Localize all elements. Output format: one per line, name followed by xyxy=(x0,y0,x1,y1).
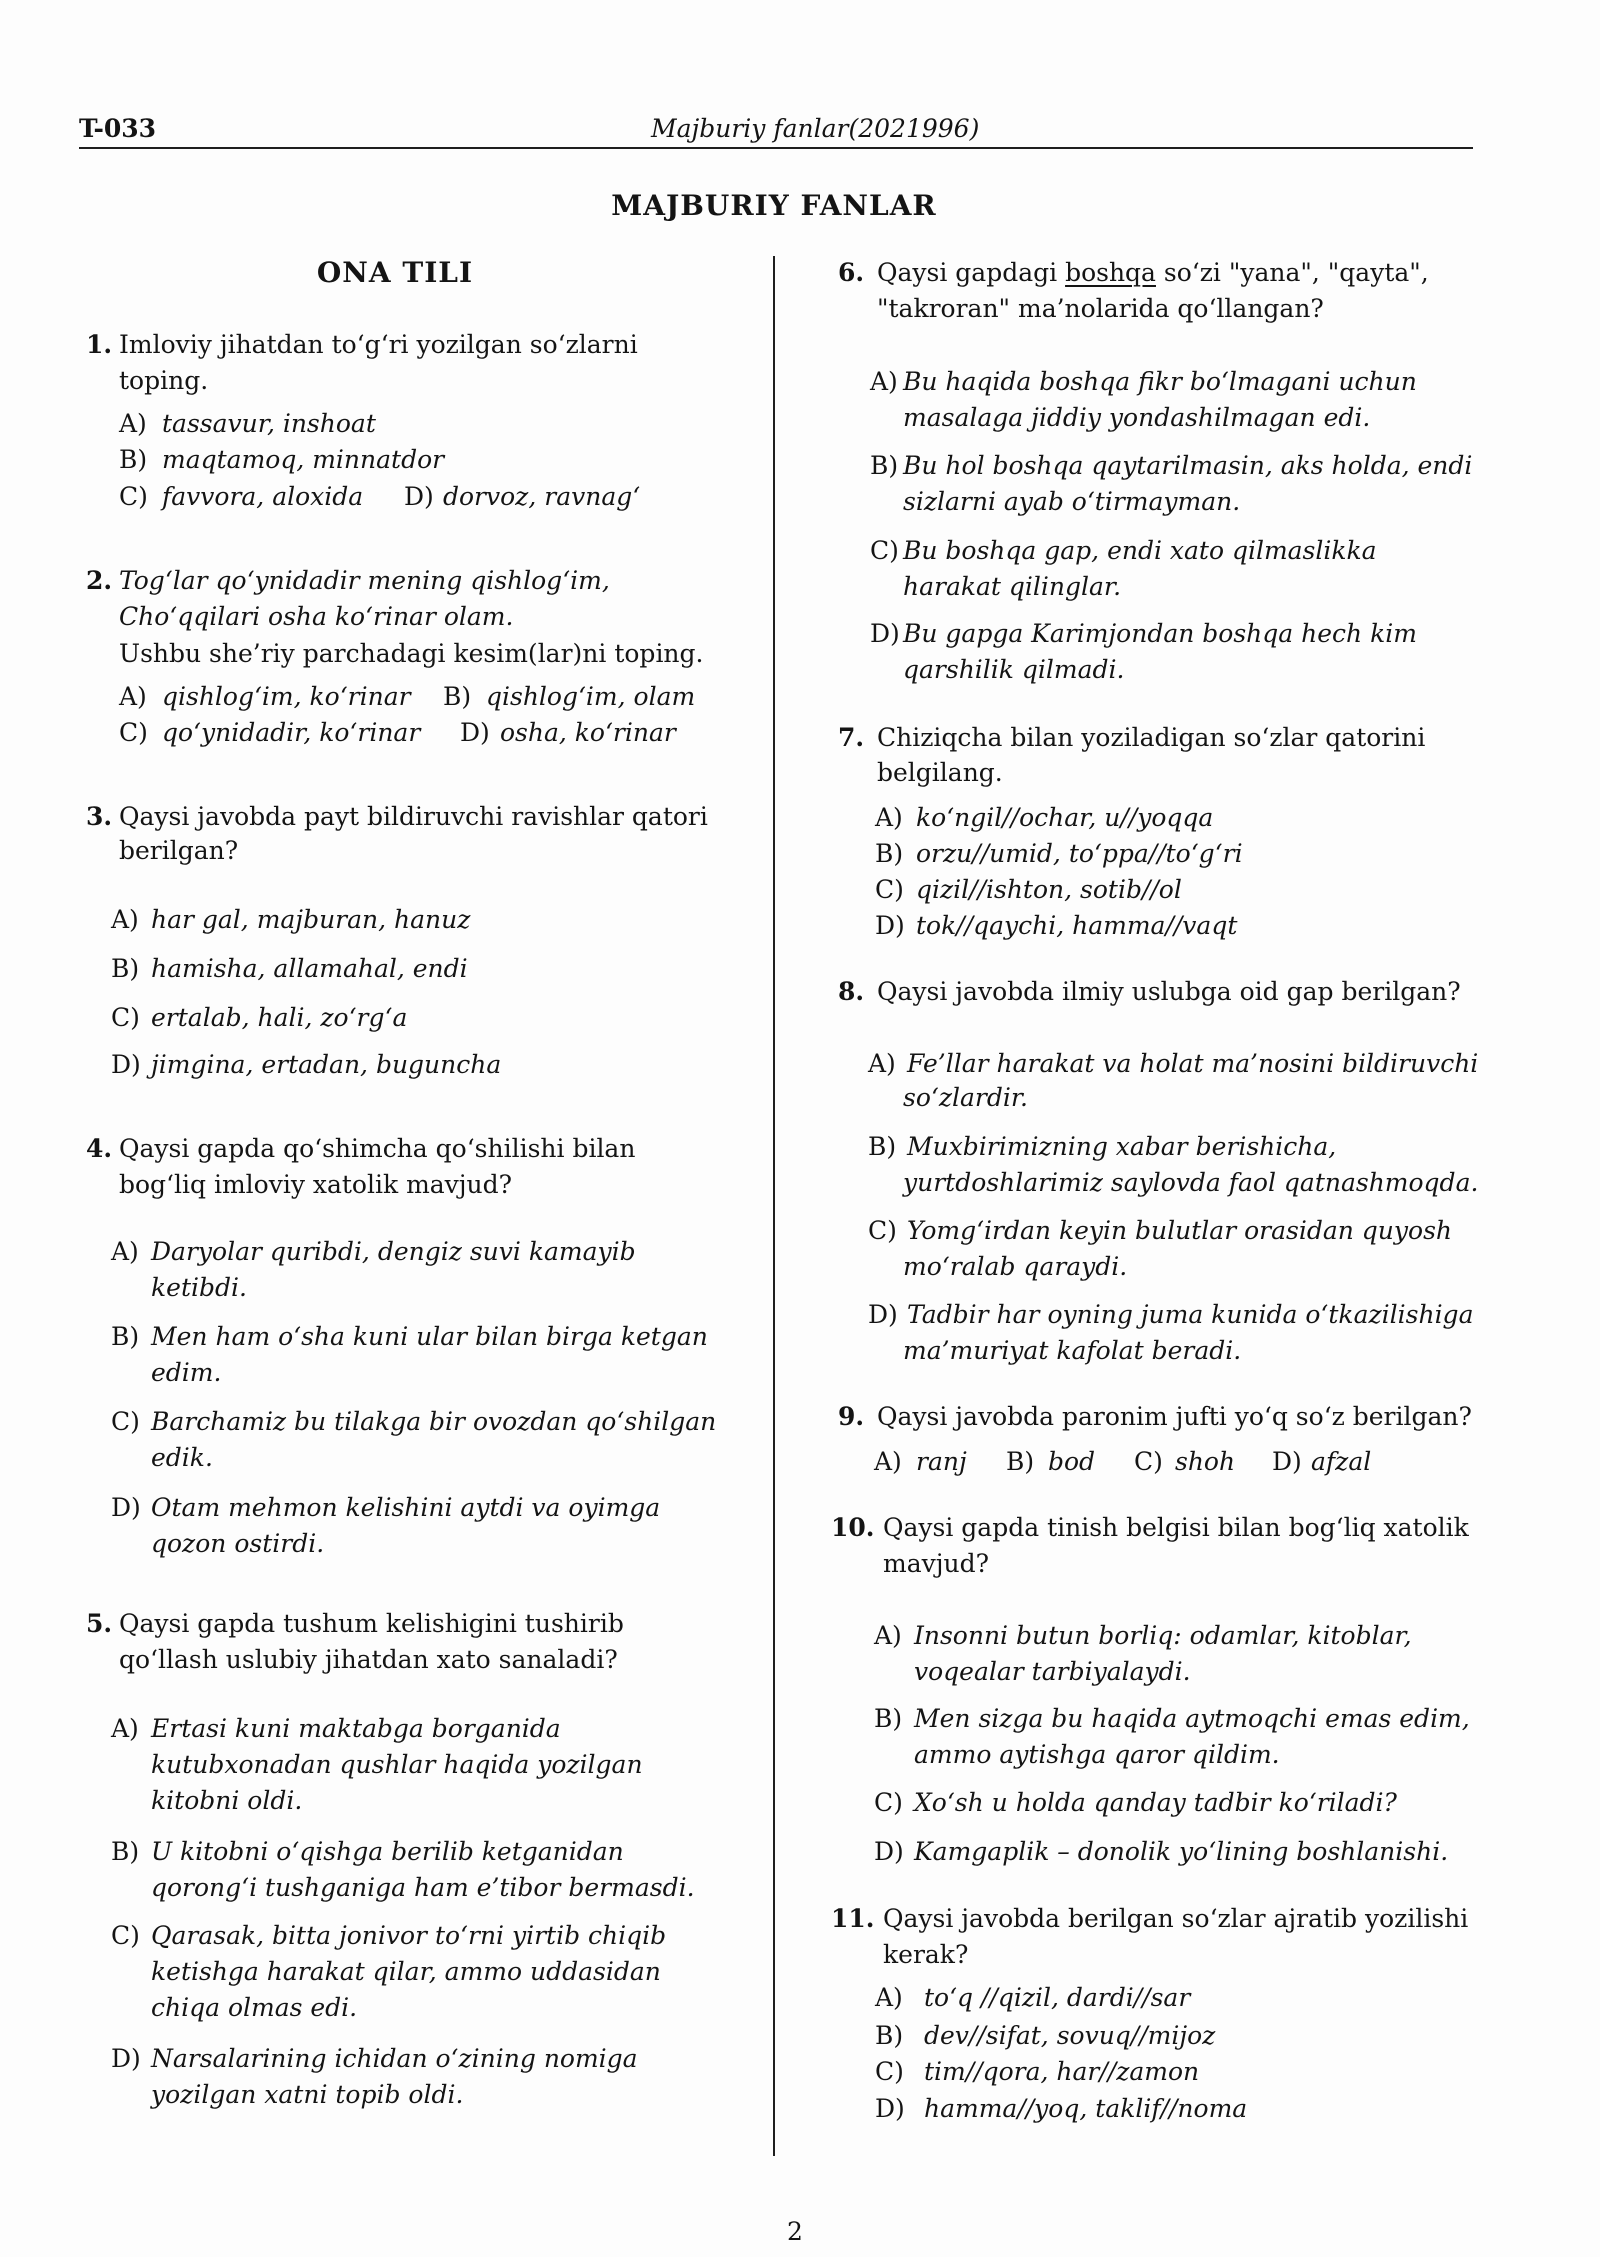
question-number: 11. xyxy=(831,1904,875,1933)
question-text: Qaysi gapda tinish belgisi bilan bog‘liq xatolik xyxy=(883,1513,1469,1542)
question-text-lead: Qaysi gapdagi xyxy=(877,258,1066,287)
option-text: jimgina, ertadan, buguncha xyxy=(151,1050,502,1079)
option-letter: A) xyxy=(875,1983,903,2012)
question-text: berilgan? xyxy=(119,836,239,865)
option-text: ammo aytishga qaror qildim. xyxy=(914,1740,1280,1769)
option-letter: D) xyxy=(404,482,434,511)
page-title: MAJBURIY FANLAR xyxy=(611,189,937,222)
option-letter: B) xyxy=(119,445,148,474)
question-text: belgilang. xyxy=(877,758,1003,787)
question-number: 9. xyxy=(838,1402,865,1431)
option-text: hamisha, allamahal, endi xyxy=(151,954,468,983)
option-letter: A) xyxy=(111,905,139,934)
option-letter: B) xyxy=(875,839,904,868)
option-text: so‘zlardir. xyxy=(903,1083,1028,1112)
underlined-keyword: boshqa xyxy=(1065,258,1156,287)
option-text: Fe’llar harakat va holat ma’nosini bildiruvchi xyxy=(907,1049,1479,1078)
option-text: Insonni butun borliq: odamlar, kitoblar, xyxy=(914,1621,1412,1650)
option-text: chiqa olmas edi. xyxy=(151,1993,358,2022)
option-letter: B) xyxy=(868,1132,897,1161)
option-letter: D) xyxy=(111,1050,141,1079)
option-text: bod xyxy=(1048,1447,1096,1476)
option-text: edim. xyxy=(151,1358,222,1387)
option-letter: B) xyxy=(875,2021,904,2050)
question-number: 7. xyxy=(838,723,865,752)
option-text: Narsalarining ichidan o‘zining nomiga xyxy=(151,2044,638,2073)
option-text: qizil//ishton, sotib//ol xyxy=(916,875,1182,904)
question-text: Qaysi gapda tushum kelishigini tushirib xyxy=(119,1609,624,1638)
option-letter: B) xyxy=(111,1837,140,1866)
question-number: 8. xyxy=(838,977,865,1006)
option-text: Barchamiz bu tilakga bir ovozdan qo‘shilgan xyxy=(151,1407,717,1436)
header-subject: Majburiy fanlar(2021996) xyxy=(651,114,980,143)
option-text: harakat qilinglar. xyxy=(903,572,1122,601)
question-text: Imloviy jihatdan to‘g‘ri yozilgan so‘zlarni xyxy=(119,330,638,359)
option-letter: B) xyxy=(111,1322,140,1351)
option-text: Bu boshqa gap, endi xato qilmaslikka xyxy=(903,536,1377,565)
question-number: 3. xyxy=(86,802,113,831)
option-text: qozon ostirdi. xyxy=(151,1529,325,1558)
option-text: Daryolar quribdi, dengiz suvi kamayib xyxy=(151,1237,636,1266)
option-text: ranj xyxy=(916,1447,967,1476)
option-text: sizlarni ayab o‘tirmayman. xyxy=(903,487,1241,516)
question-text: Qaysi javobda payt bildiruvchi ravishlar qatori xyxy=(119,802,708,831)
option-text: U kitobni o‘qishga berilib ketganidan xyxy=(151,1837,624,1866)
header-rule xyxy=(79,147,1473,149)
option-letter: D) xyxy=(111,1493,141,1522)
question-text: "takroran" ma’nolarida qo‘llangan? xyxy=(877,294,1324,323)
option-letter: C) xyxy=(111,1003,140,1032)
option-letter: D) xyxy=(870,619,900,648)
option-text: qishlog‘im, ko‘rinar xyxy=(162,682,411,711)
option-text: tassavur, inshoat xyxy=(162,409,376,438)
option-text: to‘q //qizil, dardi//sar xyxy=(924,1983,1191,2012)
option-text: qorong‘i tushganiga ham e’tibor bermasdi. xyxy=(151,1873,695,1902)
option-text: mo‘ralab qaraydi. xyxy=(903,1252,1128,1281)
option-text: Bu hol boshqa qaytarilmasin, aks holda, endi xyxy=(903,451,1473,480)
question-text: toping. xyxy=(119,366,209,395)
option-text: ketibdi. xyxy=(151,1273,247,1302)
option-letter: A) xyxy=(868,1049,896,1078)
question-number: 1. xyxy=(86,330,113,359)
question-number: 4. xyxy=(86,1134,113,1163)
question-text: Qaysi javobda ilmiy uslubga oid gap berilgan? xyxy=(877,977,1461,1006)
option-text: Kamgaplik – donolik yo‘lining boshlanishi. xyxy=(914,1837,1449,1866)
option-letter: B) xyxy=(111,954,140,983)
option-letter: A) xyxy=(875,803,903,832)
option-text: shoh xyxy=(1175,1447,1236,1476)
option-text: yurtdoshlarimiz saylovda faol qatnashmoqda. xyxy=(903,1168,1479,1197)
option-text: ko‘ngil//ochar, u//yoqqa xyxy=(916,803,1214,832)
question-text: Tog‘lar qo‘ynidadir mening qishlog‘im, xyxy=(119,566,610,595)
option-text: ma’muriyat kafolat beradi. xyxy=(903,1336,1242,1365)
option-letter: A) xyxy=(874,1621,902,1650)
option-text: afzal xyxy=(1311,1447,1372,1476)
option-text: Bu haqida boshqa fikr bo‘lmagani uchun xyxy=(903,367,1417,396)
question-text: Chiziqcha bilan yoziladigan so‘zlar qatorini xyxy=(877,723,1426,752)
question-text: qo‘llash uslubiy jihatdan xato sanaladi? xyxy=(119,1645,618,1674)
option-text: orzu//umid, to‘ppa//to‘g‘ri xyxy=(916,839,1243,868)
option-letter: A) xyxy=(119,409,147,438)
question-text: Ushbu she’riy parchadagi kesim(lar)ni toping. xyxy=(119,639,704,668)
option-text: dorvoz, ravnag‘ xyxy=(443,482,641,511)
option-letter: D) xyxy=(460,718,490,747)
question-number: 2. xyxy=(86,566,113,595)
option-letter: C) xyxy=(111,1407,140,1436)
option-letter: C) xyxy=(875,2057,904,2086)
question-text-tail: so‘zi "yana", "qayta", xyxy=(1155,258,1429,287)
option-text: voqealar tarbiyalaydi. xyxy=(914,1657,1191,1686)
option-letter: A) xyxy=(111,1714,139,1743)
question-text: bog‘liq imloviy xatolik mavjud? xyxy=(119,1170,513,1199)
option-letter: A) xyxy=(111,1237,139,1266)
option-letter: C) xyxy=(868,1216,897,1245)
option-letter: B) xyxy=(874,1704,903,1733)
option-text: maqtamoq, minnatdor xyxy=(162,445,445,474)
option-text: ketishga harakat qilar, ammo uddasidan xyxy=(151,1957,661,1986)
option-text: osha, ko‘rinar xyxy=(500,718,676,747)
option-text: Yomg‘irdan keyin bulutlar orasidan quyosh xyxy=(907,1216,1452,1245)
question-text: kerak? xyxy=(883,1940,969,1969)
option-letter: A) xyxy=(874,1447,902,1476)
question-text xyxy=(877,255,1429,291)
option-text: qo‘ynidadir, ko‘rinar xyxy=(162,718,421,747)
option-text: Bu gapga Karimjondan boshqa hech kim xyxy=(903,619,1417,648)
option-letter: D) xyxy=(875,911,905,940)
question-text: Cho‘qqilari osha ko‘rinar olam. xyxy=(119,602,514,631)
option-text: qarshilik qilmadi. xyxy=(903,655,1125,684)
option-letter: D) xyxy=(111,2044,141,2073)
option-text: tok//qaychi, hamma//vaqt xyxy=(916,911,1238,940)
option-text: Men sizga bu haqida aytmoqchi emas edim, xyxy=(914,1704,1470,1733)
test-code: T-033 xyxy=(79,114,157,143)
question-text: Qaysi javobda berilgan so‘zlar ajratib yozilishi xyxy=(883,1904,1469,1933)
question-text: Qaysi javobda paronim jufti yo‘q so‘z berilgan? xyxy=(877,1402,1472,1431)
option-text: har gal, majburan, hanuz xyxy=(151,905,471,934)
option-text: edik. xyxy=(151,1443,213,1472)
option-letter: D) xyxy=(874,1837,904,1866)
option-text: masalaga jiddiy yondashilmagan edi. xyxy=(903,403,1371,432)
option-letter: C) xyxy=(1134,1447,1163,1476)
option-letter: B) xyxy=(1006,1447,1035,1476)
option-text: kitobni oldi. xyxy=(151,1786,303,1815)
option-text: yozilgan xatni topib oldi. xyxy=(151,2080,464,2109)
option-text: Xo‘sh u holda qanday tadbir ko‘riladi? xyxy=(914,1788,1397,1817)
option-text: ertalab, hali, zo‘rg‘a xyxy=(151,1003,408,1032)
option-text: favvora, aloxida xyxy=(162,482,364,511)
option-text: Ertasi kuni maktabga borganida xyxy=(151,1714,561,1743)
option-letter: C) xyxy=(119,482,148,511)
option-text: dev//sifat, sovuq//mijoz xyxy=(924,2021,1216,2050)
option-letter: D) xyxy=(875,2094,905,2123)
option-letter: A) xyxy=(870,367,898,396)
option-letter: D) xyxy=(868,1300,898,1329)
option-letter: C) xyxy=(119,718,148,747)
option-text: Qarasak, bitta jonivor to‘rni yirtib chiqib xyxy=(151,1921,667,1950)
option-text: hamma//yoq, taklif//noma xyxy=(924,2094,1248,2123)
question-text: Qaysi gapda qo‘shimcha qo‘shilishi bilan xyxy=(119,1134,636,1163)
option-letter: C) xyxy=(875,875,904,904)
option-letter: A) xyxy=(119,682,147,711)
column-divider xyxy=(773,256,775,2156)
option-letter: B) xyxy=(443,682,472,711)
option-text: tim//qora, har//zamon xyxy=(924,2057,1200,2086)
option-letter: C) xyxy=(874,1788,903,1817)
option-letter: C) xyxy=(870,536,899,565)
option-text: Men ham o‘sha kuni ular bilan birga ketgan xyxy=(151,1322,708,1351)
option-letter: C) xyxy=(111,1921,140,1950)
option-letter: B) xyxy=(870,451,899,480)
question-number: 5. xyxy=(86,1609,113,1638)
option-text: kutubxonadan qushlar haqida yozilgan xyxy=(151,1750,643,1779)
question-number: 10. xyxy=(831,1513,875,1542)
question-text: mavjud? xyxy=(883,1549,989,1578)
option-text: Muxbirimizning xabar berishicha, xyxy=(907,1132,1337,1161)
question-number: 6. xyxy=(838,258,865,287)
page-number: 2 xyxy=(787,2217,803,2246)
option-letter: D) xyxy=(1272,1447,1302,1476)
option-text: Tadbir har oyning juma kunida o‘tkazilishiga xyxy=(907,1300,1474,1329)
option-text: qishlog‘im, olam xyxy=(486,682,696,711)
section-title: ONA TILI xyxy=(316,256,474,289)
option-text: Otam mehmon kelishini aytdi va oyimga xyxy=(151,1493,661,1522)
